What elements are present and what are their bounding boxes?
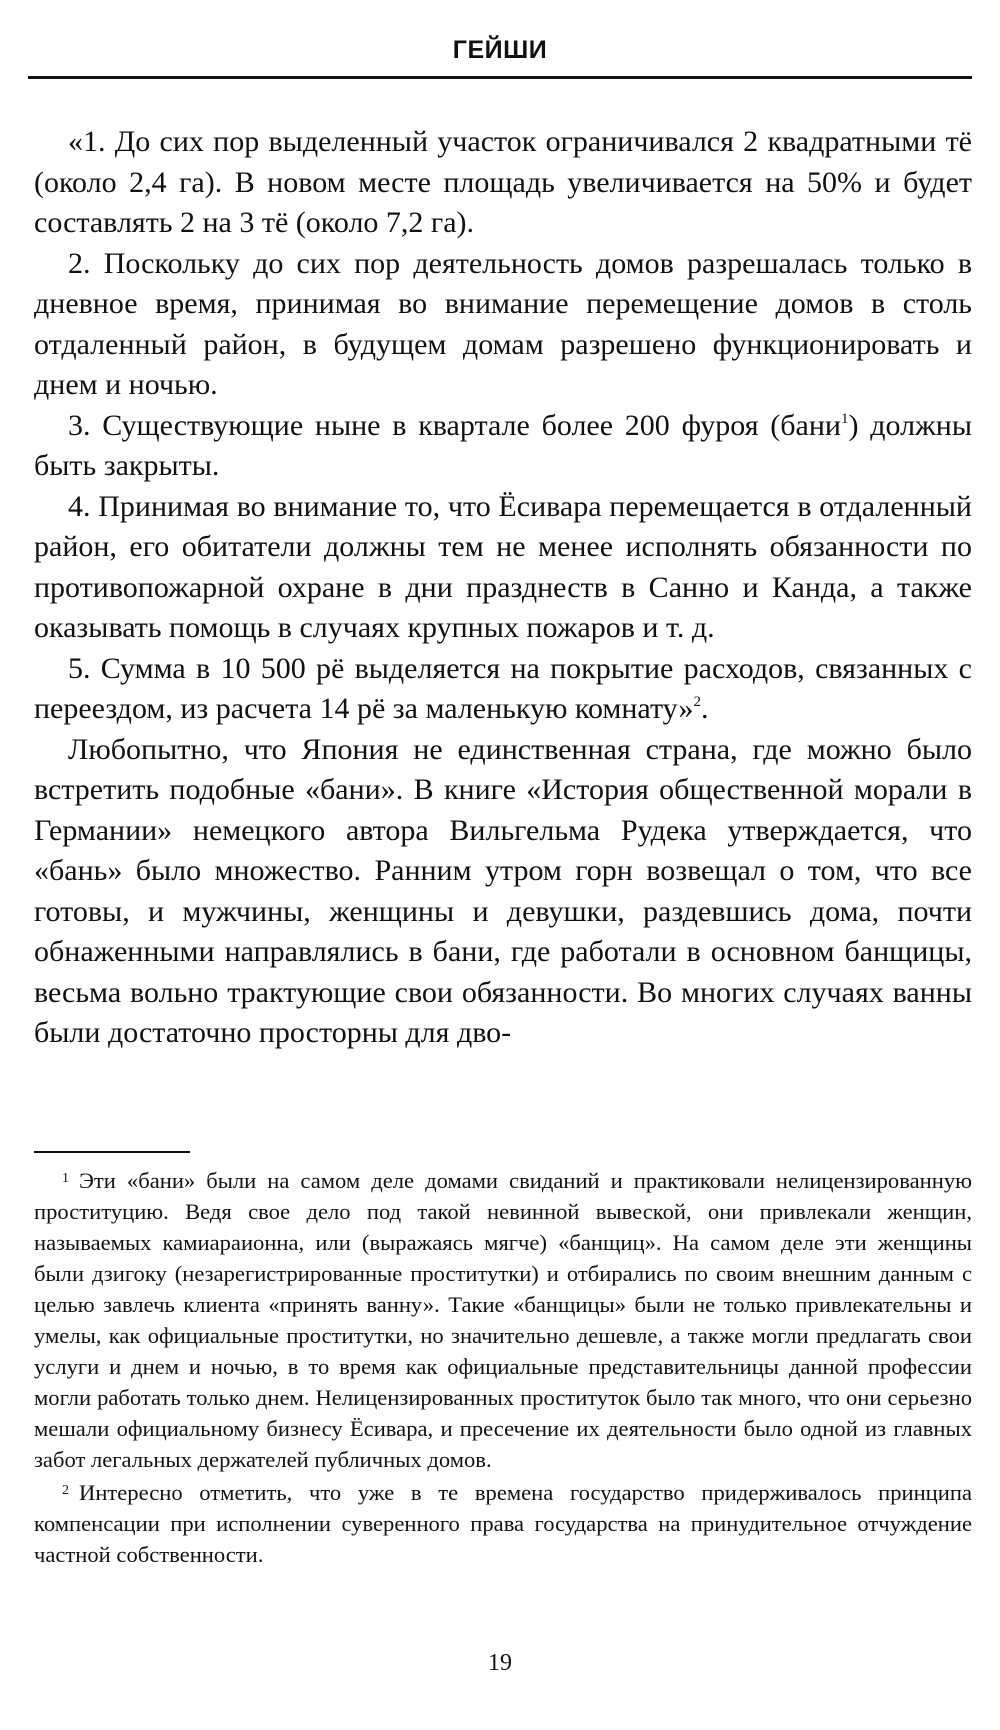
footnote-ref-1: 1 <box>840 410 849 427</box>
paragraph-3-text-before: 3. Существующие ныне в квартале более 200 фуроя (бани <box>68 408 841 442</box>
running-title: ГЕЙШИ <box>452 36 548 64</box>
header-rule <box>28 76 972 79</box>
footnote-rule <box>34 1151 190 1153</box>
paragraph-5-text-after: . <box>700 692 709 725</box>
paragraph-3-text-after: ) должны быть закрыты. <box>34 408 972 482</box>
paragraph-5 <box>34 649 972 730</box>
footnote-number: 2 <box>62 1483 69 1498</box>
footnote-number: 1 <box>62 1171 69 1186</box>
footnotes <box>34 1163 972 1570</box>
paragraph-5-text-before: 5. Сумма в 10 500 рё выделяется на покрытие расходов, связанных с переездом, из расчета 14 рё за маленькую комнату» <box>34 651 972 725</box>
paragraph-6: Любопытно, что Япония не единственная страна, где можно было встретить подобные «бани». В книге «История общественной морали в Германии» немецкого автора Вильгельма Рудека утверждается, что «бань» было множество. Ранним утром горн возвещал о том, что все готовы, и мужчины, женщины и девушки, раздевшись дома, почти обнаженными направлялись в бани, где работали в основном банщицы, весьма вольно трактующие свои обязанности. Во многих случаях ванны были достаточно просторны для дво- <box>34 732 972 1049</box>
paragraph-2: 2. Поскольку до сих пор деятельность домов разрешалась только в дневное время, принимая во внимание перемещение домов в столь отдаленный район, в будущем домам разрешено функционировать и днем и ночью. <box>34 246 972 401</box>
main-text <box>34 122 972 1054</box>
footnote-2 <box>34 1475 972 1570</box>
paragraph-1: «1. До сих пор выделенный участок ограничивался 2 квадратными тё (около 2,4 га). В новом месте площадь увеличивается на 50% и будет составлять 2 на 3 тё (около 7,2 га). <box>34 125 972 239</box>
paragraph-3 <box>34 406 972 487</box>
footnote-text: Эти «бани» были на самом деле домами свиданий и практиковали нелицензированную проституцию. Ведя свое дело под такой невинной вывеской, они привлекали женщин, называемых камиараионна, или (выражаясь мягче) «банщиц». На самом деле эти женщины были дзигоку (незарегистрированные проститутки) и отбирались по своим внешним данным с целью завлечь клиента «принять ванну». Такие «банщицы» были не только привлекательны и умелы, как официальные проститутки, но значительно дешевле, а также могли предлагать свои услуги и днем и ночью, в то время как официальные представительницы данной профессии могли работать только днем. Нелицензированных проституток было так много, что они серьезно мешали официальному бизнесу Ёсивара, и пресечение их деятельности было одной из главных забот легальных держателей публичных домов. <box>34 1168 972 1472</box>
paragraph-4: 4. Принимая во внимание то, что Ёсивара перемещается в отдаленный район, его обитатели должны тем не менее исполнять обязанности по противопожарной охране в дни празднеств в Санно и Канда, а также оказывать помощь в случаях крупных пожаров и т. д. <box>34 489 972 644</box>
page-number: 19 <box>488 1650 512 1676</box>
footnote-ref-2: 2 <box>693 694 701 710</box>
footnote-text: Интересно отметить, что уже в те времена государство придерживалось принципа компенсации при исполнении суверенного права государства на принудительное отчуждение частной собственности. <box>34 1480 972 1567</box>
footnote-1 <box>34 1163 972 1475</box>
